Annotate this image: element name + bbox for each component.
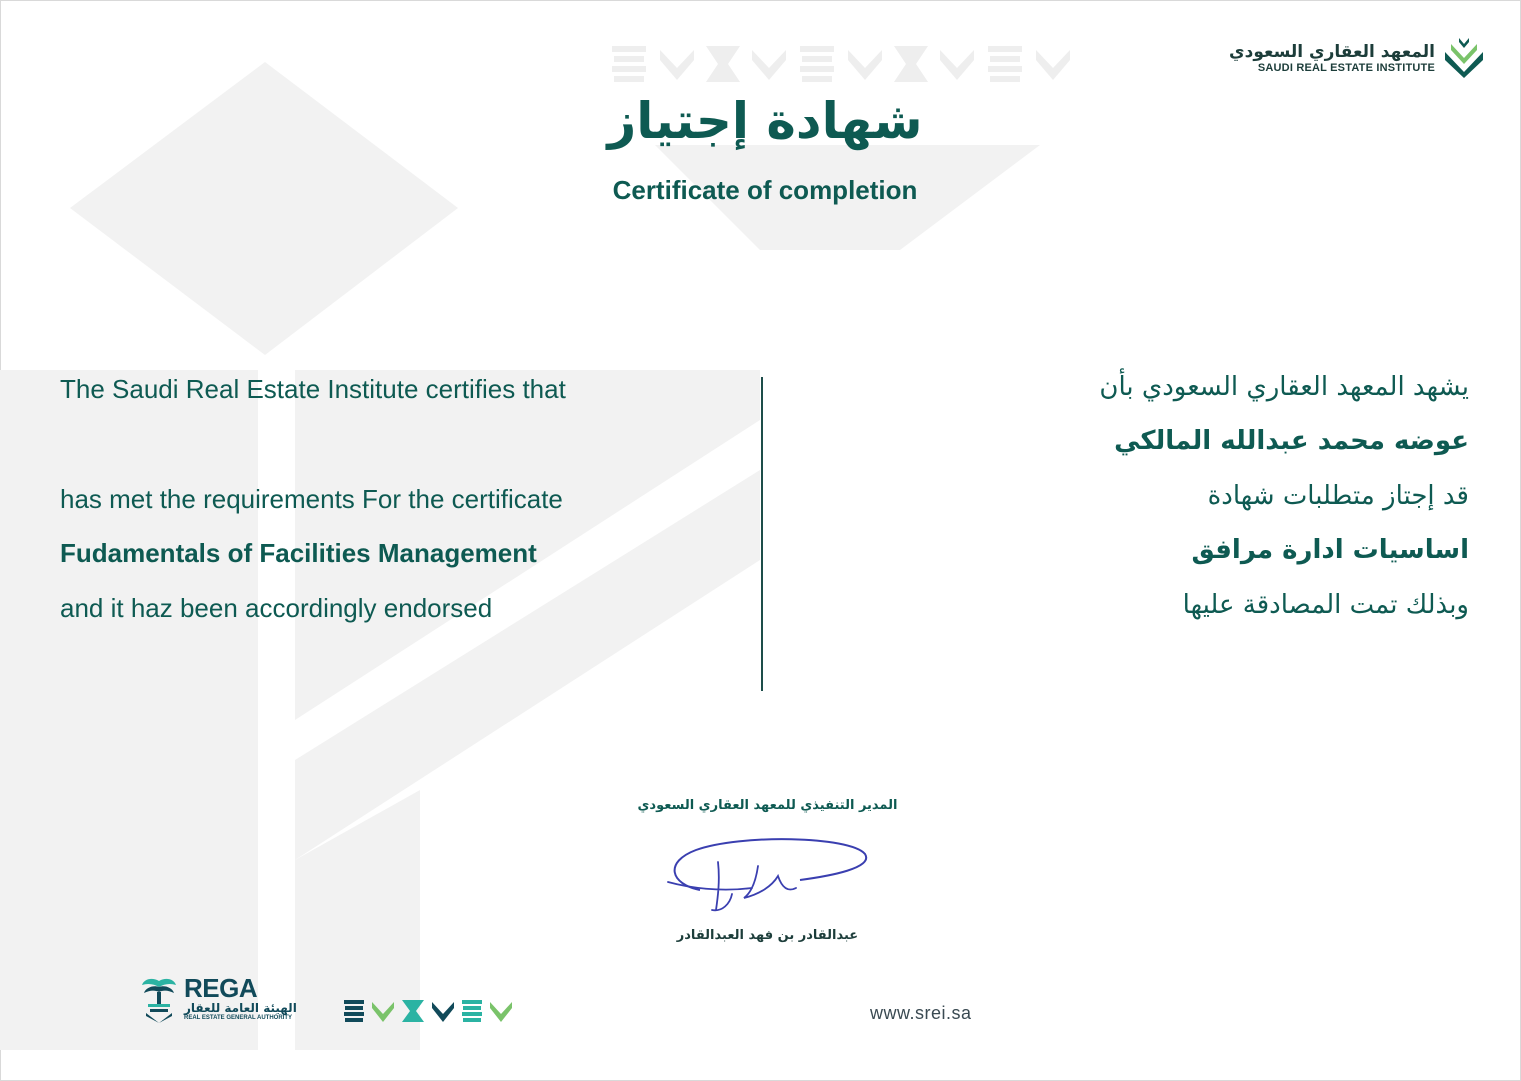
rega-name: REGA bbox=[184, 973, 258, 1003]
institute-name-en: SAUDI REAL ESTATE INSTITUTE bbox=[1257, 62, 1435, 74]
arabic-course-name: اساسيات ادارة مرافق bbox=[1191, 535, 1469, 565]
handwritten-signature-icon bbox=[660, 832, 872, 918]
column-divider bbox=[761, 377, 763, 691]
rega-palm-icon bbox=[140, 975, 178, 1023]
arabic-intro: يشهد المعهد العقاري السعودي بأن bbox=[1099, 372, 1469, 402]
rega-name-en: REAL ESTATE GENERAL AUTHORITY bbox=[184, 1015, 293, 1021]
rega-logo bbox=[140, 975, 297, 1023]
english-intro: The Saudi Real Estate Institute certifies that bbox=[60, 374, 566, 404]
english-requirements: has met the requirements For the certificate bbox=[60, 484, 563, 514]
signatory-title: المدير التنفيذي للمعهد العقاري السعودي bbox=[637, 798, 898, 813]
institute-name-ar: المعهد العقاري السعودي bbox=[1229, 42, 1435, 62]
sri-chevron-logo-icon bbox=[1443, 38, 1485, 78]
recipient-name: عوضه محمد عبدالله المالكي bbox=[1114, 426, 1469, 456]
arabic-endorsement: وبذلك تمت المصادقة عليها bbox=[1182, 590, 1469, 620]
website-link[interactable]: www.srei.sa bbox=[870, 1003, 972, 1023]
certificate-title-ar: شهادة إجتياز bbox=[607, 92, 923, 150]
arabic-requirements: قد إجتاز متطلبات شهادة bbox=[1207, 481, 1469, 511]
certificate-title-en: Certificate of completion bbox=[612, 175, 918, 205]
english-endorsement: and it haz been accordingly endorsed bbox=[60, 593, 493, 623]
footer-pattern-icon bbox=[344, 998, 514, 1024]
pattern-strip bbox=[612, 46, 1070, 82]
rega-name-ar: الهيئة العامة للعقار bbox=[184, 1001, 297, 1015]
english-course-name: Fudamentals of Facilities Management bbox=[60, 538, 537, 568]
signatory-name: عبدالقادر بن فهد العبدالقادر bbox=[676, 928, 859, 943]
institute-brand bbox=[1229, 38, 1485, 78]
